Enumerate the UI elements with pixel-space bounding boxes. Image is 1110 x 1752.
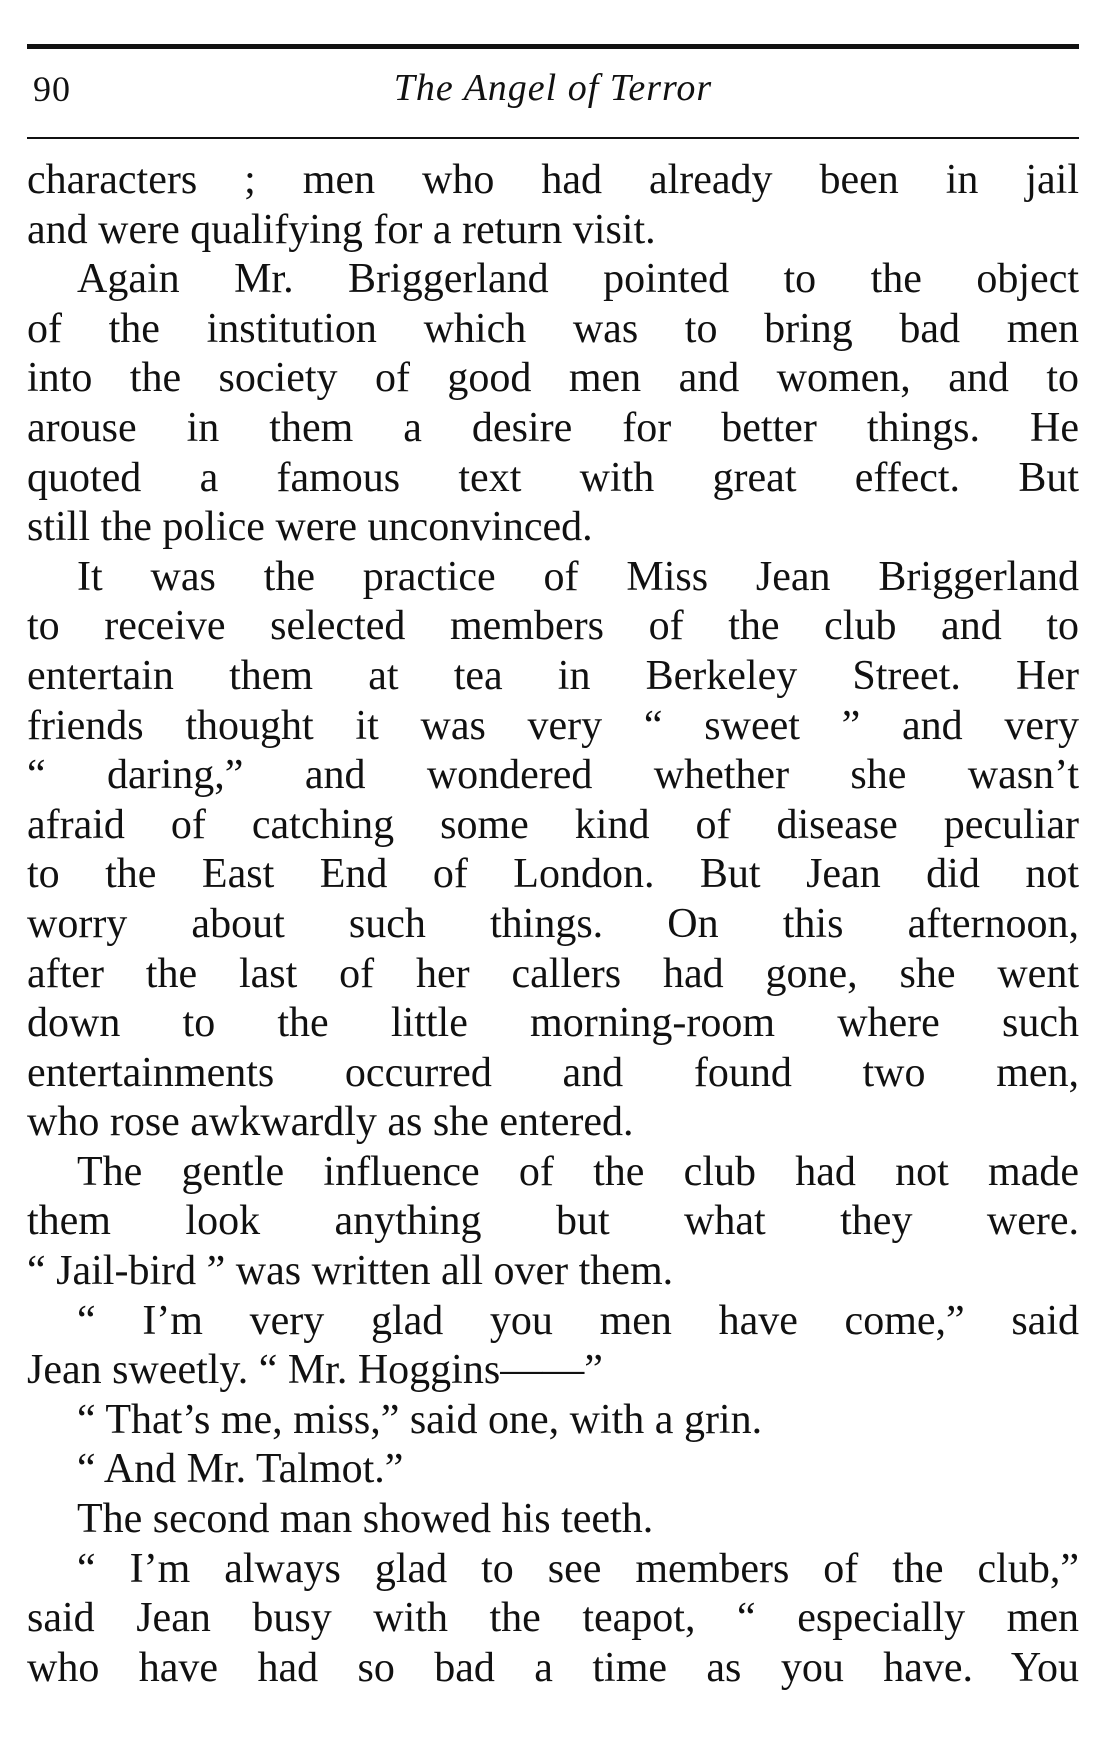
text-line: quoted a famous text with great effect. But: [27, 454, 1079, 501]
text-line: “ Jail-bird ” was written all over them.: [27, 1248, 674, 1295]
text-line: It was the practice of Miss Jean Briggerland: [77, 553, 1079, 600]
text-line: said Jean busy with the teapot, “ especially men: [27, 1595, 1079, 1642]
running-header: [27, 62, 1079, 122]
text-line: them look anything but what they were.: [27, 1198, 1079, 1245]
text-line: entertainments occurred and found two men,: [27, 1049, 1079, 1096]
text-line: characters ; men who had already been in jail: [27, 157, 1079, 203]
text-line: to the East End of London. But Jean did not: [27, 851, 1079, 898]
header-bottom-rule: [27, 137, 1079, 139]
text-line: arouse in them a desire for better things. He: [27, 404, 1079, 451]
text-line: who rose awkwardly as she entered.: [27, 1099, 634, 1146]
text-line: afraid of catching some kind of disease peculiar: [27, 801, 1079, 848]
text-line: after the last of her callers had gone, she went: [27, 950, 1079, 997]
text-line: Jean sweetly. “ Mr. Hoggins——”: [27, 1347, 603, 1394]
page-number: 90: [33, 69, 71, 109]
text-line: “ I’m very glad you men have come,” said: [77, 1297, 1079, 1344]
text-line: still the police were unconvinced.: [27, 504, 593, 551]
running-title: The Angel of Terror: [393, 67, 713, 109]
text-line: Again Mr. Briggerland pointed to the object: [77, 256, 1079, 303]
text-line: entertain them at tea in Berkeley Street. Her: [27, 652, 1079, 699]
text-line: down to the little morning-room where such: [27, 1000, 1079, 1047]
text-line: “ daring,” and wondered whether she wasn’t: [27, 752, 1079, 799]
text-line: “ I’m always glad to see members of the club,”: [77, 1545, 1079, 1592]
text-line: “ That’s me, miss,” said one, with a grin.: [77, 1396, 763, 1443]
body-text: [27, 156, 1079, 1693]
text-line: friends thought it was very “ sweet ” and very: [27, 702, 1079, 749]
text-line: The gentle influence of the club had not made: [77, 1148, 1079, 1195]
text-line: The second man showed his teeth.: [77, 1496, 654, 1543]
text-line: who have had so bad a time as you have. You: [27, 1644, 1079, 1691]
text-line: to receive selected members of the club and to: [27, 603, 1079, 650]
text-line: into the society of good men and women, and to: [27, 355, 1079, 402]
header-top-rule: [27, 44, 1079, 49]
text-line: of the institution which was to bring bad men: [27, 305, 1079, 352]
text-line: and were qualifying for a return visit.: [27, 206, 656, 253]
text-line: “ And Mr. Talmot.”: [77, 1446, 404, 1493]
text-line: worry about such things. On this afternoon,: [27, 900, 1079, 947]
